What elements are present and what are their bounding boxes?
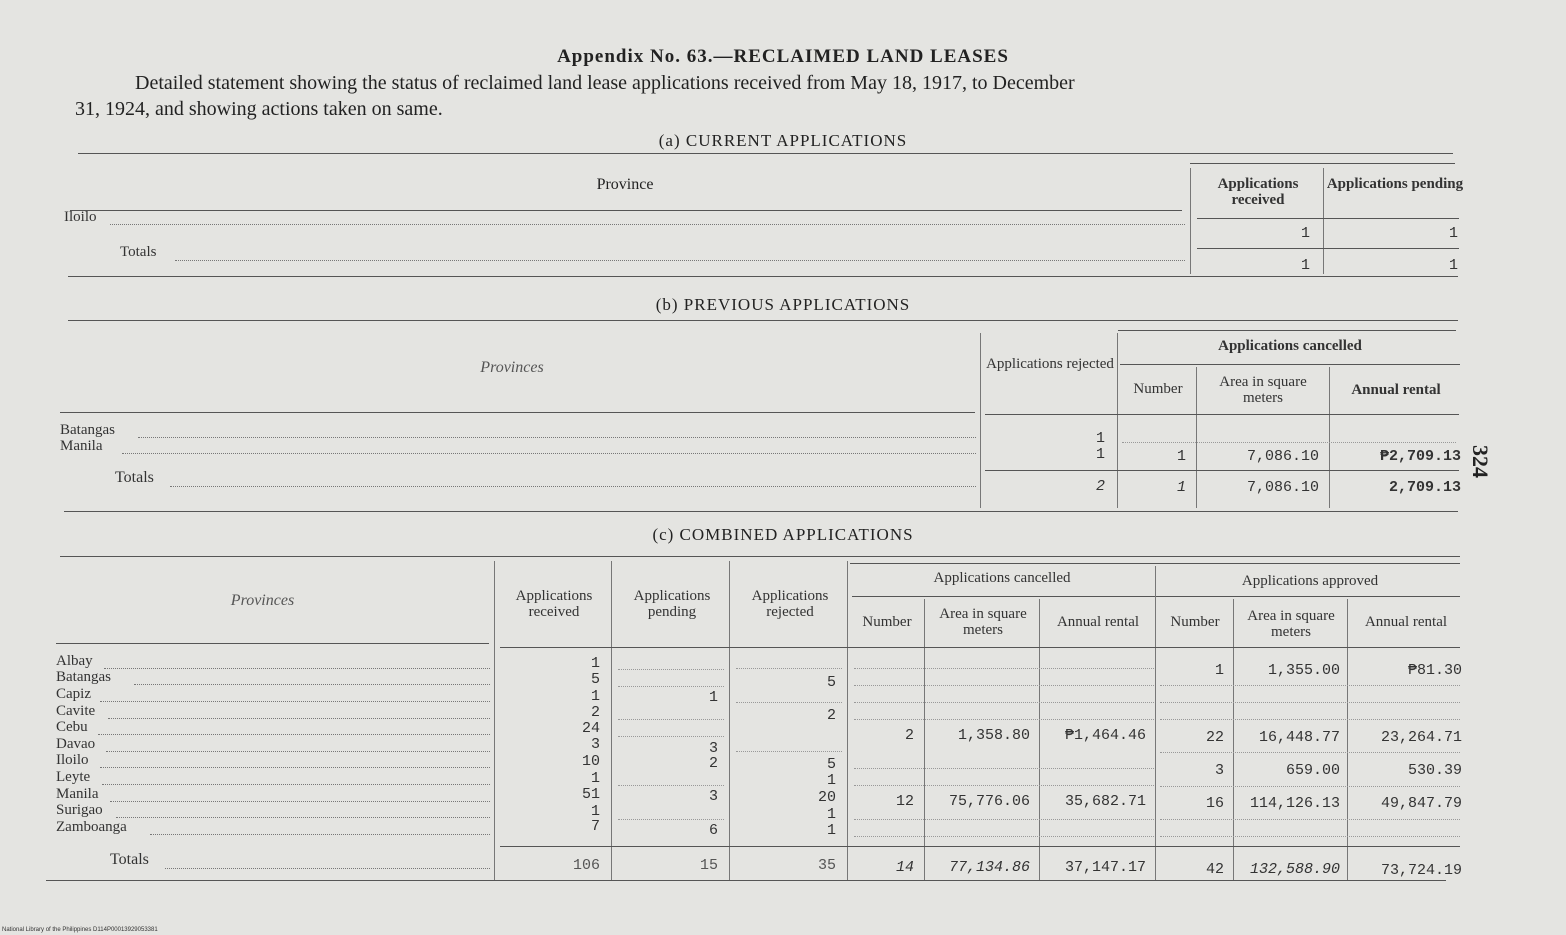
section-b-row-manila-rental: ₱2,709.13 xyxy=(1379,448,1461,465)
section-c-rejected-dots-albay xyxy=(736,668,842,669)
section-c-approved-cebu-number: 22 xyxy=(1205,729,1224,746)
section-c-heading: (c) COMBINED APPLICATIONS xyxy=(652,525,914,544)
section-c-col-pending: Applications pending xyxy=(633,588,711,620)
section-c-leader-capiz xyxy=(100,701,490,702)
section-c-received-surigao: 1 xyxy=(590,803,600,820)
section-c-rejected-iloilo: 5 xyxy=(826,756,836,773)
section-c-pending-dots-albay xyxy=(618,669,724,670)
section-b-col-rejected: Applications rejected xyxy=(986,356,1114,372)
page-number: 324 xyxy=(1468,445,1493,478)
section-c-totals-received: 106 xyxy=(572,857,600,874)
section-c-group-rule xyxy=(852,596,1460,597)
section-c-rejected-zamboanga: 1 xyxy=(826,822,836,839)
section-c-totals-approved-area: 132,588.90 xyxy=(1249,861,1340,878)
section-c-pending-manila: 3 xyxy=(708,788,718,805)
section-a-body-rule xyxy=(1197,218,1459,219)
section-c-approved-dots-5 xyxy=(1160,786,1460,787)
section-a-row-province: Iloilo xyxy=(64,209,97,225)
section-b-vline-2 xyxy=(1117,333,1118,508)
section-c-cancelled-cebu-area: 1,358.80 xyxy=(957,727,1030,744)
section-c-cancelled-dots-1 xyxy=(854,668,1154,669)
section-c-approved-albay-area: 1,355.00 xyxy=(1267,662,1340,679)
section-c-rejected-manila: 20 xyxy=(817,789,836,806)
description-line-2: 31, 1924, and showing actions taken on same. xyxy=(75,98,443,120)
section-c-province-zamboanga: Zamboanga xyxy=(56,819,127,835)
section-a-col-province: Province xyxy=(596,176,654,193)
section-a-row-leader xyxy=(110,224,1185,225)
section-c-received-iloilo: 10 xyxy=(581,753,600,770)
section-c-pending-dots-cavite xyxy=(618,719,724,720)
section-c-approved-dots-2 xyxy=(1160,702,1460,703)
section-c-cancelled-dots-3 xyxy=(854,702,1154,703)
section-c-totals-label: Totals xyxy=(110,851,149,868)
section-c-province-rule xyxy=(56,643,489,644)
section-b-col-cancelled-group: Applications cancelled xyxy=(1218,338,1362,354)
section-b-row-manila-area: 7,086.10 xyxy=(1246,448,1319,465)
section-c-rejected-batangas: 5 xyxy=(826,674,836,691)
section-c-approved-dots-6 xyxy=(1160,819,1460,820)
section-c-vline-7 xyxy=(1155,566,1156,880)
section-c-totals-approved-number: 42 xyxy=(1205,861,1224,878)
section-a-totals-pending: 1 xyxy=(1448,257,1458,274)
section-c-vline-4 xyxy=(847,561,848,880)
section-c-vline-9 xyxy=(1347,599,1348,880)
section-b-row-manila-province: Manila xyxy=(60,438,103,454)
section-c-pending-dots-surigao xyxy=(618,819,724,820)
section-c-col-cancelled-group: Applications cancelled xyxy=(933,570,1071,586)
section-c-cancelled-dots-6 xyxy=(854,785,1154,786)
section-c-vline-2 xyxy=(611,561,612,880)
section-c-received-leyte: 1 xyxy=(590,770,600,787)
section-c-cancelled-dots-4 xyxy=(854,719,1154,720)
section-b-row-manila-rejected: 1 xyxy=(1095,446,1105,463)
section-c-province-davao: Davao xyxy=(56,736,96,752)
description-line-1: Detailed statement showing the status of reclaimed land lease applications received from May 18, 1917, to December xyxy=(135,72,1075,94)
section-a-vline-1 xyxy=(1190,168,1191,274)
section-b-totals-area: 7,086.10 xyxy=(1246,479,1319,496)
section-c-approved-iloilo-rental: 530.39 xyxy=(1407,762,1462,779)
section-b-vline-1 xyxy=(980,333,981,508)
section-c-approved-manila-area: 114,126.13 xyxy=(1249,795,1340,812)
section-c-approved-dots-4 xyxy=(1160,752,1460,753)
section-c-totals-approved-rental: 73,724.19 xyxy=(1380,862,1462,879)
section-b-row-batangas-province: Batangas xyxy=(60,422,115,438)
section-c-approved-dots-3 xyxy=(1160,719,1460,720)
section-c-pending-dots-batangas xyxy=(618,686,724,687)
section-c-totals-leader xyxy=(165,868,490,869)
section-c-province-albay: Albay xyxy=(56,653,93,669)
section-a-bottom-rule xyxy=(68,276,1458,277)
section-a-top-rule xyxy=(78,153,1453,154)
section-c-cancelled-dots-7 xyxy=(854,819,1154,820)
section-c-bottom-rule xyxy=(46,880,1446,881)
section-b-col-number: Number xyxy=(1133,381,1183,397)
section-c-col-provinces: Provinces xyxy=(230,592,295,609)
section-c-cancelled-manila-rental: 35,682.71 xyxy=(1064,793,1146,810)
section-b-group-top-rule xyxy=(1118,330,1456,331)
section-c-leader-albay xyxy=(104,668,490,669)
section-b-col-rental: Annual rental xyxy=(1351,382,1441,398)
section-c-col-received: Applications received xyxy=(515,588,593,620)
section-a-header-rule xyxy=(1190,163,1455,164)
section-c-received-zamboanga: 7 xyxy=(590,818,600,835)
section-b-totals-label: Totals xyxy=(115,469,154,486)
section-c-rejected-leyte: 1 xyxy=(826,772,836,789)
section-c-approved-cebu-area: 16,448.77 xyxy=(1258,729,1340,746)
page-title: Appendix No. 63.—RECLAIMED LAND LEASES xyxy=(557,46,1009,67)
section-c-rejected-surigao: 1 xyxy=(826,806,836,823)
section-b-totals-rejected: 2 xyxy=(1095,478,1105,495)
section-b-row-manila-leader xyxy=(122,453,976,454)
section-c-leader-surigao xyxy=(116,817,490,818)
section-c-totals-cancelled-area: 77,134.86 xyxy=(948,859,1030,876)
section-c-received-davao: 3 xyxy=(590,736,600,753)
section-b-row-batangas-rejected: 1 xyxy=(1095,430,1105,447)
section-a-col-pending: Applications pending xyxy=(1326,176,1464,192)
section-b-totals-number: 1 xyxy=(1176,479,1186,496)
section-c-totals-pending: 15 xyxy=(699,857,718,874)
section-a-totals-rule xyxy=(1197,248,1459,249)
section-b-totals-rule xyxy=(985,470,1459,471)
section-c-received-batangas: 5 xyxy=(590,671,600,688)
section-c-approved-col-rental: Annual rental xyxy=(1364,614,1448,630)
section-c-group-top-rule xyxy=(850,563,1460,564)
section-c-totals-cancelled-number: 14 xyxy=(895,859,914,876)
section-a-vline-2 xyxy=(1323,168,1324,274)
section-c-cancelled-col-rental: Annual rental xyxy=(1056,614,1140,630)
footer-attribution: National Library of the Philippines D114P00013929053381 xyxy=(2,927,158,933)
section-b-vline-3 xyxy=(1196,367,1197,508)
section-c-province-leyte: Leyte xyxy=(56,769,91,785)
section-c-leader-iloilo xyxy=(100,767,490,768)
section-c-totals-cancelled-rental: 37,147.17 xyxy=(1064,859,1146,876)
section-c-cancelled-dots-8 xyxy=(854,836,1154,837)
section-b-group-rule xyxy=(1120,364,1460,365)
section-a-totals-leader xyxy=(175,260,1185,261)
section-c-approved-albay-number: 1 xyxy=(1214,662,1224,679)
section-c-approved-dots-1 xyxy=(1160,685,1460,686)
section-c-vline-8 xyxy=(1233,599,1234,880)
section-c-received-albay: 1 xyxy=(590,655,600,672)
section-a-heading: (a) CURRENT APPLICATIONS xyxy=(658,131,908,150)
section-b-col-area: Area in square meters xyxy=(1219,374,1307,406)
section-c-leader-manila xyxy=(110,801,490,802)
section-c-col-approved-group: Applications approved xyxy=(1241,573,1379,589)
section-c-approved-albay-rental: ₱81.30 xyxy=(1407,662,1462,679)
section-c-cancelled-col-number: Number xyxy=(862,614,912,630)
section-c-province-batangas: Batangas xyxy=(56,669,111,685)
section-a-col-received: Applications received xyxy=(1217,176,1299,208)
section-c-top-rule xyxy=(60,556,1460,557)
section-c-province-cavite: Cavite xyxy=(56,703,96,719)
section-c-pending-dots-leyte xyxy=(618,785,724,786)
section-c-approved-cebu-rental: 23,264.71 xyxy=(1380,729,1462,746)
section-c-pending-capiz: 1 xyxy=(708,689,718,706)
section-a-totals-label: Totals xyxy=(120,244,157,260)
section-b-row-batangas-empty xyxy=(1122,442,1456,443)
section-c-vline-5 xyxy=(924,599,925,880)
section-c-rejected-dots-capiz xyxy=(736,702,842,703)
section-c-cancelled-cebu-rental: ₱1,464.46 xyxy=(1064,727,1146,744)
section-c-received-manila: 51 xyxy=(581,786,600,803)
section-c-approved-dots-7 xyxy=(1160,836,1460,837)
section-c-rejected-cavite: 2 xyxy=(826,707,836,724)
section-c-cancelled-cebu-number: 2 xyxy=(904,727,914,744)
section-c-approved-manila-rental: 49,847.79 xyxy=(1380,795,1462,812)
section-b-bottom-rule xyxy=(64,511,1458,512)
section-c-leader-davao xyxy=(106,751,490,752)
section-c-leader-leyte xyxy=(102,784,490,785)
section-c-cancelled-manila-area: 75,776.06 xyxy=(948,793,1030,810)
section-b-body-rule xyxy=(985,414,1459,415)
section-c-body-rule xyxy=(500,647,1460,648)
section-a-row-pending: 1 xyxy=(1448,225,1458,242)
section-c-pending-davao: 3 xyxy=(708,740,718,757)
section-c-province-iloilo: Iloilo xyxy=(56,752,89,768)
section-a-totals-received: 1 xyxy=(1300,257,1310,274)
section-c-leader-cebu xyxy=(98,734,490,735)
section-a-province-rule xyxy=(70,210,1182,211)
section-c-province-capiz: Capiz xyxy=(56,686,91,702)
section-c-col-rejected: Applications rejected xyxy=(751,588,829,620)
section-c-totals-rejected: 35 xyxy=(817,857,836,874)
section-b-col-provinces: Provinces xyxy=(480,359,544,376)
section-c-cancelled-manila-number: 12 xyxy=(895,793,914,810)
section-b-totals-rental: 2,709.13 xyxy=(1388,479,1461,496)
section-c-approved-manila-number: 16 xyxy=(1205,795,1224,812)
section-c-pending-dots-cebu xyxy=(618,736,724,737)
section-c-approved-iloilo-area: 659.00 xyxy=(1285,762,1340,779)
section-b-heading: (b) PREVIOUS APPLICATIONS xyxy=(655,295,911,314)
section-c-leader-batangas xyxy=(134,684,490,685)
section-c-approved-col-area: Area in square meters xyxy=(1247,608,1335,640)
section-b-totals-leader xyxy=(170,486,976,487)
section-c-province-cebu: Cebu xyxy=(56,719,88,735)
section-c-cancelled-dots-2 xyxy=(854,685,1154,686)
section-c-province-surigao: Surigao xyxy=(56,802,103,818)
section-a-row-received: 1 xyxy=(1300,225,1310,242)
section-b-province-rule xyxy=(60,412,975,413)
section-c-rejected-dots-davao xyxy=(736,751,842,752)
section-c-leader-cavite xyxy=(108,718,490,719)
section-c-pending-iloilo: 2 xyxy=(708,755,718,772)
section-c-vline-1 xyxy=(494,561,495,880)
section-c-approved-iloilo-number: 3 xyxy=(1214,762,1224,779)
section-c-province-manila: Manila xyxy=(56,786,99,802)
section-c-received-cebu: 24 xyxy=(581,720,600,737)
section-c-approved-col-number: Number xyxy=(1170,614,1220,630)
section-c-cancelled-col-area: Area in square meters xyxy=(939,606,1027,638)
section-c-totals-rule xyxy=(500,846,1460,847)
section-b-vline-4 xyxy=(1329,367,1330,508)
section-c-leader-zamboanga xyxy=(150,834,490,835)
section-c-pending-zamboanga: 6 xyxy=(708,822,718,839)
section-c-cancelled-dots-5 xyxy=(854,768,1154,769)
section-b-row-batangas-leader xyxy=(138,437,976,438)
section-c-vline-6 xyxy=(1039,599,1040,880)
section-b-top-rule xyxy=(68,320,1458,321)
section-c-received-cavite: 2 xyxy=(590,704,600,721)
section-b-row-manila-number: 1 xyxy=(1176,448,1186,465)
section-c-vline-3 xyxy=(729,561,730,880)
section-c-received-capiz: 1 xyxy=(590,688,600,705)
